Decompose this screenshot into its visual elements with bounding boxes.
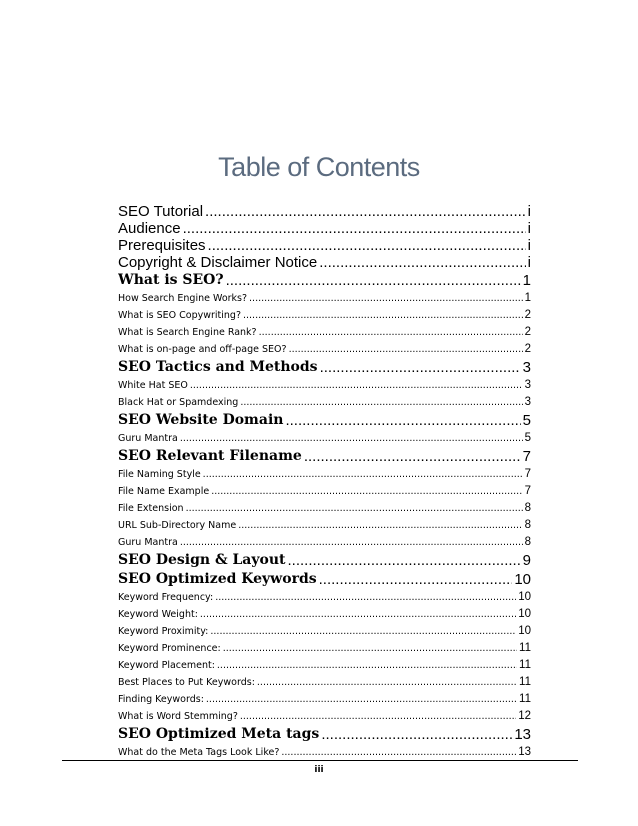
toc-entry-page: 10: [514, 571, 531, 588]
dot-leader: [319, 254, 525, 271]
toc-entry-label: Keyword Placement:: [118, 660, 215, 671]
toc-entry-page: 11: [519, 642, 531, 654]
dot-leader: [238, 517, 522, 534]
toc-entry-page: 2: [524, 326, 531, 338]
toc-entry-page: 5: [522, 412, 531, 429]
toc-entry[interactable]: [118, 447, 531, 466]
toc-entry-label: What is SEO?: [118, 272, 224, 288]
toc-subentry[interactable]: [118, 534, 531, 551]
dot-leader: [217, 657, 517, 674]
toc-entry-page: 13: [514, 726, 531, 743]
toc-entry-page: 11: [519, 693, 531, 705]
dot-leader: [208, 237, 526, 254]
toc-entry-label: URL Sub-Directory Name: [118, 520, 237, 531]
toc-entry[interactable]: [118, 254, 531, 271]
toc-subentry[interactable]: [118, 708, 531, 725]
dot-leader: [243, 307, 523, 324]
toc-entry[interactable]: [118, 358, 531, 377]
dot-leader: [226, 271, 521, 290]
toc-entry-page: i: [527, 220, 531, 237]
dot-leader: [183, 220, 526, 237]
toc-subentry[interactable]: [118, 307, 531, 324]
toc-entry-page: 7: [524, 468, 531, 480]
toc-entry-page: 11: [519, 659, 531, 671]
toc-entry-page: 13: [518, 746, 531, 758]
toc-entry-page: 9: [522, 552, 531, 569]
toc-entry[interactable]: [118, 271, 531, 290]
toc-subentry[interactable]: [118, 483, 531, 500]
dot-leader: [180, 534, 523, 551]
toc-entry-label: What is Word Stemming?: [118, 711, 238, 722]
toc-subentry[interactable]: [118, 640, 531, 657]
toc-entry[interactable]: [118, 411, 531, 430]
toc-entry-label: How Search Engine Works?: [118, 293, 248, 304]
toc-entry-label: Keyword Prominence:: [118, 643, 221, 654]
toc-subentry[interactable]: [118, 500, 531, 517]
dot-leader: [304, 447, 521, 466]
toc-entry-label: What is on-page and off-page SEO?: [118, 344, 287, 355]
dot-leader: [289, 341, 523, 358]
toc-entry-page: i: [527, 203, 531, 220]
toc-entry-page: 7: [522, 448, 531, 465]
toc-entry-label: SEO Relevant Filename: [118, 448, 302, 464]
toc-entry-page: 3: [524, 396, 531, 408]
dot-leader: [281, 744, 516, 761]
toc-subentry[interactable]: [118, 589, 531, 606]
toc-entry-label: Prerequisites: [118, 237, 206, 254]
toc-entry-label: SEO Tactics and Methods: [118, 359, 318, 375]
dot-leader: [240, 708, 516, 725]
toc-subentry[interactable]: [118, 394, 531, 411]
toc-entry-page: 1: [524, 292, 531, 304]
dot-leader: [249, 290, 523, 307]
toc-entry-label: SEO Design & Layout: [118, 552, 286, 568]
toc-entry-label: Keyword Weight:: [118, 609, 198, 620]
dot-leader: [319, 570, 513, 589]
dot-leader: [288, 551, 521, 570]
toc-entry-label: File Name Example: [118, 486, 210, 497]
toc-entry-page: 8: [524, 502, 531, 514]
dot-leader: [203, 466, 523, 483]
dot-leader: [223, 640, 517, 657]
toc-subentry[interactable]: [118, 517, 531, 534]
toc-entry-page: i: [527, 254, 531, 271]
toc-entry-page: 11: [519, 676, 531, 688]
dot-leader: [320, 358, 521, 377]
toc-entry-label: What do the Meta Tags Look Like?: [118, 747, 280, 758]
toc-subentry[interactable]: [118, 430, 531, 447]
dot-leader: [190, 377, 523, 394]
toc-subentry[interactable]: [118, 606, 531, 623]
toc-entry-page: 3: [522, 359, 531, 376]
toc-entry-label: Finding Keywords:: [118, 694, 204, 705]
toc-entry-label: Keyword Frequency:: [118, 592, 214, 603]
dot-leader: [285, 411, 520, 430]
toc-entry-page: 3: [524, 379, 531, 391]
toc-entry-label: Guru Mantra: [118, 537, 178, 548]
toc-entry-label: File Extension: [118, 503, 184, 514]
footer-page-number: iii: [314, 765, 324, 775]
toc-entry-page: i: [527, 237, 531, 254]
toc-subentry[interactable]: [118, 290, 531, 307]
toc-subentry[interactable]: [118, 466, 531, 483]
toc-entry-label: What is SEO Copywriting?: [118, 310, 241, 321]
footer-divider: [62, 760, 578, 761]
toc-entry[interactable]: [118, 725, 531, 744]
toc-title: Table of Contents: [218, 152, 420, 182]
toc-entry-label: Keyword Proximity:: [118, 626, 209, 637]
toc-entry-label: White Hat SEO: [118, 380, 188, 391]
toc-subentry[interactable]: [118, 744, 531, 761]
toc-entry-page: 7: [524, 485, 531, 497]
toc-entry[interactable]: [118, 203, 531, 220]
toc-subentry[interactable]: [118, 623, 531, 640]
toc-subentry[interactable]: [118, 674, 531, 691]
toc-entry-label: SEO Website Domain: [118, 412, 284, 428]
toc-entry-label: Best Places to Put Keywords:: [118, 677, 255, 688]
toc-entry-label: SEO Optimized Meta tags: [118, 726, 320, 742]
toc-entry-label: Audience: [118, 220, 181, 237]
toc-subentry[interactable]: [118, 377, 531, 394]
dot-leader: [186, 500, 523, 517]
dot-leader: [210, 623, 516, 640]
dot-leader: [321, 725, 512, 744]
dot-leader: [200, 606, 516, 623]
toc-list: [118, 203, 531, 761]
toc-entry[interactable]: [118, 570, 531, 589]
toc-entry-label: Copyright & Disclaimer Notice: [118, 254, 318, 271]
toc-entry[interactable]: [118, 220, 531, 237]
toc-entry-label: SEO Tutorial: [118, 203, 204, 220]
dot-leader: [240, 394, 522, 411]
toc-entry-page: 10: [518, 608, 531, 620]
dot-leader: [259, 324, 523, 341]
toc-entry-label: What is Search Engine Rank?: [118, 327, 257, 338]
dot-leader: [257, 674, 517, 691]
dot-leader: [180, 430, 523, 447]
toc-entry-label: File Naming Style: [118, 469, 201, 480]
toc-entry-page: 8: [524, 536, 531, 548]
dot-leader: [205, 203, 526, 220]
toc-entry-page: 10: [518, 591, 531, 603]
dot-leader: [215, 589, 516, 606]
toc-entry-page: 2: [524, 343, 531, 355]
toc-entry-page: 12: [518, 710, 531, 722]
toc-entry-page: 5: [524, 432, 531, 444]
dot-leader: [206, 691, 517, 708]
toc-entry[interactable]: [118, 237, 531, 254]
toc-entry-label: Black Hat or Spamdexing: [118, 397, 239, 408]
toc-entry-label: SEO Optimized Keywords: [118, 571, 317, 587]
toc-entry-page: 2: [524, 309, 531, 321]
toc-subentry[interactable]: [118, 691, 531, 708]
toc-subentry[interactable]: [118, 324, 531, 341]
toc-entry-page: 1: [522, 272, 531, 289]
toc-subentry[interactable]: [118, 657, 531, 674]
toc-entry-page: 10: [518, 625, 531, 637]
toc-subentry[interactable]: [118, 341, 531, 358]
dot-leader: [211, 483, 522, 500]
toc-entry-page: 8: [524, 519, 531, 531]
toc-entry[interactable]: [118, 551, 531, 570]
toc-entry-label: Guru Mantra: [118, 433, 178, 444]
